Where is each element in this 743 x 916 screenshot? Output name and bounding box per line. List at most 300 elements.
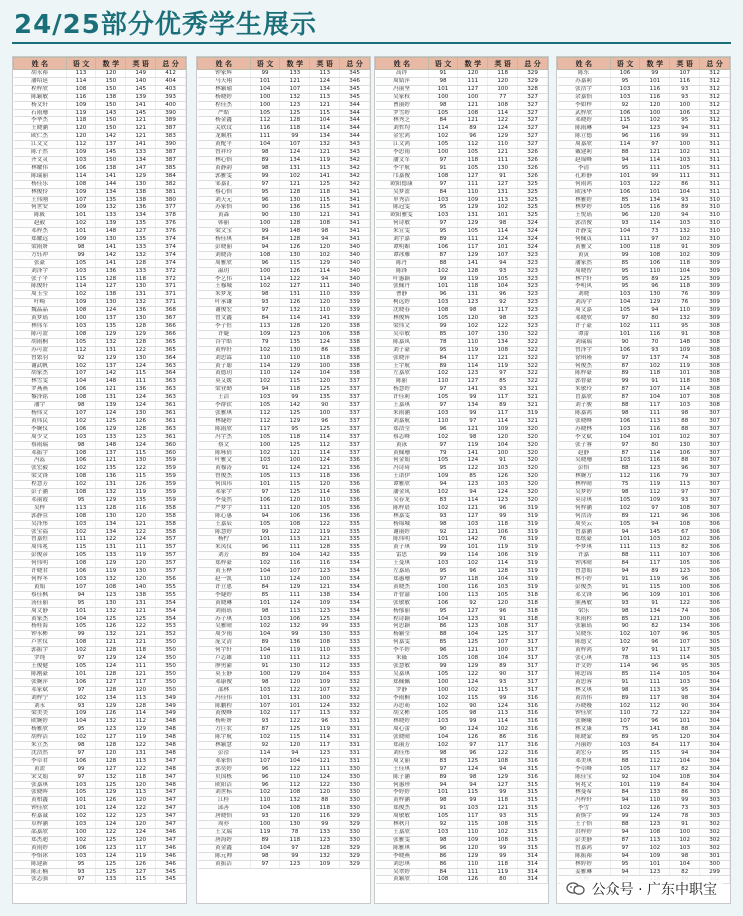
chinese-cell: 102 — [66, 734, 96, 742]
total-cell: 348 — [156, 734, 186, 742]
math-cell: 131 — [458, 212, 488, 220]
table-row — [14, 583, 186, 591]
col-header-name: 姓 名 — [376, 58, 429, 70]
math-cell: 99 — [280, 852, 310, 860]
total-cell: 309 — [700, 267, 730, 275]
name-cell: 邓梓杰 — [14, 228, 67, 236]
name-cell: 周奕云 — [558, 520, 611, 528]
chinese-cell: 107 — [66, 583, 96, 591]
math-cell: 131 — [96, 544, 126, 552]
table-row — [376, 101, 548, 109]
name-cell: 陈丹 — [376, 259, 429, 267]
name-cell: 何雨鸿 — [558, 180, 611, 188]
english-cell: 108 — [488, 101, 518, 109]
name-cell: 钟沐晴 — [558, 560, 611, 568]
english-cell: 120 — [310, 789, 340, 797]
english-cell: 108 — [670, 504, 700, 512]
chinese-cell: 112 — [250, 409, 280, 417]
total-cell: 319 — [518, 536, 548, 544]
math-cell: 134 — [96, 528, 126, 536]
total-cell: 319 — [518, 568, 548, 576]
total-cell: 326 — [518, 156, 548, 164]
total-cell: 330 — [340, 797, 370, 805]
table-row — [198, 85, 370, 93]
table-row — [558, 726, 730, 734]
name-cell: 叶雅文 — [198, 457, 251, 465]
english-cell: 117 — [488, 307, 518, 315]
chinese-cell: 108 — [428, 307, 458, 315]
total-cell: 321 — [518, 394, 548, 402]
table-row — [198, 433, 370, 441]
english-cell: 107 — [670, 639, 700, 647]
chinese-cell: 97 — [250, 489, 280, 497]
math-cell: 115 — [280, 259, 310, 267]
math-cell: 141 — [640, 726, 670, 734]
table-row — [198, 489, 370, 497]
chinese-cell: 105 — [610, 520, 640, 528]
english-cell: 118 — [670, 283, 700, 291]
chinese-cell: 99 — [250, 228, 280, 236]
english-cell: 121 — [126, 520, 156, 528]
total-cell: 357 — [156, 568, 186, 576]
table-row — [376, 631, 548, 639]
name-cell: 冯蕊 — [14, 457, 67, 465]
english-cell: 145 — [126, 109, 156, 117]
name-cell: 欧阳德康 — [376, 180, 429, 188]
math-cell: 138 — [96, 164, 126, 172]
name-cell: 钟佳欣 — [558, 710, 611, 718]
name-cell: 陈可盈 — [14, 330, 67, 338]
english-cell: 120 — [670, 734, 700, 742]
table-row — [198, 212, 370, 220]
total-cell: 332 — [340, 710, 370, 718]
total-cell: 301 — [700, 852, 730, 860]
math-cell: 137 — [96, 449, 126, 457]
name-cell: 陈颖敏 — [14, 93, 67, 101]
name-cell: 林秋月 — [376, 821, 429, 829]
english-cell: 117 — [670, 742, 700, 750]
total-cell: 358 — [156, 504, 186, 512]
name-cell: 周文嘉 — [558, 307, 611, 315]
chinese-cell: 111 — [610, 236, 640, 244]
english-cell: 122 — [310, 781, 340, 789]
total-cell: 316 — [518, 726, 548, 734]
table-row — [558, 718, 730, 726]
name-cell: 黄静韵 — [198, 164, 251, 172]
english-cell: 126 — [126, 860, 156, 868]
table-row — [376, 496, 548, 504]
math-cell: 141 — [458, 386, 488, 394]
math-cell: 129 — [280, 583, 310, 591]
english-cell: 142 — [310, 552, 340, 560]
table-row — [558, 394, 730, 402]
math-cell: 121 — [96, 457, 126, 465]
table-row — [198, 829, 370, 837]
chinese-cell: 114 — [250, 749, 280, 757]
name-cell: 陈德文 — [558, 639, 611, 647]
chinese-cell: 114 — [250, 275, 280, 283]
math-cell: 104 — [640, 773, 670, 781]
english-cell: 113 — [310, 70, 340, 78]
name-cell: 郑丽芳 — [376, 742, 429, 750]
english-cell: 124 — [310, 77, 340, 85]
math-cell: 129 — [280, 670, 310, 678]
table-row — [558, 655, 730, 663]
math-cell: 124 — [280, 370, 310, 378]
math-cell: 101 — [458, 544, 488, 552]
chinese-cell: 102 — [428, 702, 458, 710]
total-cell: 329 — [518, 70, 548, 78]
english-cell: 94 — [670, 125, 700, 133]
english-cell: 108 — [488, 836, 518, 844]
english-cell: 100 — [670, 583, 700, 591]
total-cell: 311 — [700, 133, 730, 141]
chinese-cell: 118 — [66, 117, 96, 125]
chinese-cell: 95 — [428, 607, 458, 615]
english-cell: 104 — [488, 441, 518, 449]
total-cell: 319 — [518, 560, 548, 568]
table-row — [14, 876, 186, 884]
table-row — [558, 599, 730, 607]
table-row — [14, 125, 186, 133]
math-cell: 104 — [280, 552, 310, 560]
math-cell: 133 — [96, 552, 126, 560]
chinese-cell: 99 — [66, 251, 96, 259]
table-row — [558, 180, 730, 188]
total-cell: 304 — [700, 734, 730, 742]
english-cell: 108 — [310, 639, 340, 647]
table-row — [558, 188, 730, 196]
table-row — [198, 552, 370, 560]
name-cell: 黄家杰 — [14, 615, 67, 623]
chinese-cell: 75 — [610, 726, 640, 734]
total-cell: 338 — [340, 330, 370, 338]
math-cell: 116 — [280, 560, 310, 568]
english-cell: 93 — [670, 196, 700, 204]
english-cell: 110 — [488, 141, 518, 149]
chinese-cell: 103 — [66, 323, 96, 331]
english-cell: 107 — [670, 70, 700, 78]
total-cell: 337 — [340, 433, 370, 441]
name-cell: 刘嘉航 — [376, 417, 429, 425]
chinese-cell: 97 — [610, 844, 640, 852]
chinese-cell: 101 — [66, 670, 96, 678]
table-row — [376, 726, 548, 734]
table-row — [198, 504, 370, 512]
math-cell: 80 — [640, 315, 670, 323]
chinese-cell: 97 — [610, 315, 640, 323]
table-row — [558, 504, 730, 512]
total-cell: 315 — [518, 781, 548, 789]
math-cell: 117 — [640, 560, 670, 568]
table-row — [14, 362, 186, 370]
table-row — [198, 77, 370, 85]
chinese-cell: 104 — [250, 631, 280, 639]
chinese-cell: 113 — [66, 504, 96, 512]
math-cell: 111 — [640, 552, 670, 560]
table-row — [558, 568, 730, 576]
math-cell: 111 — [640, 164, 670, 172]
english-cell: 99 — [310, 623, 340, 631]
total-cell: 306 — [700, 520, 730, 528]
english-cell: 116 — [310, 560, 340, 568]
total-cell: 319 — [518, 544, 548, 552]
math-cell: 120 — [280, 678, 310, 686]
name-cell: 欧阳雅雯 — [376, 212, 429, 220]
english-cell: 84 — [670, 781, 700, 789]
total-cell: 357 — [156, 560, 186, 568]
math-cell: 128 — [96, 686, 126, 694]
table-row — [558, 259, 730, 267]
table-row — [558, 552, 730, 560]
chinese-cell: 104 — [610, 433, 640, 441]
english-cell: 121 — [126, 631, 156, 639]
table-row — [376, 180, 548, 188]
math-cell: 99 — [640, 70, 670, 78]
name-cell: 张婉曦 — [558, 718, 611, 726]
english-cell: 116 — [126, 504, 156, 512]
name-cell: 何国玮 — [198, 481, 251, 489]
title-divider — [12, 42, 731, 44]
english-cell: 86 — [310, 346, 340, 354]
table-row — [558, 528, 730, 536]
english-cell: 133 — [126, 267, 156, 275]
math-cell: 129 — [640, 299, 670, 307]
math-cell: 122 — [280, 275, 310, 283]
total-cell: 347 — [156, 757, 186, 765]
math-cell: 102 — [640, 117, 670, 125]
table-row — [14, 504, 186, 512]
table-row — [198, 702, 370, 710]
name-cell: 林嘉雯 — [376, 512, 429, 520]
chinese-cell: 84 — [610, 789, 640, 797]
name-cell: 马天翔 — [198, 77, 251, 85]
name-cell: 邓晓欣 — [558, 315, 611, 323]
math-cell: 129 — [96, 702, 126, 710]
watermark-text: 公众号 · 广东中职宝 — [591, 882, 717, 898]
math-cell: 132 — [96, 489, 126, 497]
english-cell: 124 — [126, 362, 156, 370]
chinese-cell: 83 — [428, 757, 458, 765]
name-cell: 胡文彬 — [376, 710, 429, 718]
english-cell: 114 — [488, 560, 518, 568]
table-row — [198, 386, 370, 394]
english-cell: 128 — [126, 702, 156, 710]
name-cell: 蔡心怡 — [198, 188, 251, 196]
table-row — [198, 576, 370, 584]
chinese-cell: 102 — [610, 702, 640, 710]
total-cell: 308 — [700, 338, 730, 346]
table-row — [14, 402, 186, 410]
name-cell: 杨伟文 — [14, 409, 67, 417]
english-cell: 102 — [488, 829, 518, 837]
chinese-cell: 105 — [250, 402, 280, 410]
name-cell: 苏晓嫚 — [558, 702, 611, 710]
table-row — [558, 149, 730, 157]
name-cell: 张志强 — [14, 876, 67, 884]
total-cell: 308 — [700, 394, 730, 402]
table-row — [376, 149, 548, 157]
math-cell: 113 — [640, 544, 670, 552]
chinese-cell: 102 — [66, 813, 96, 821]
total-cell: 335 — [340, 552, 370, 560]
chinese-cell: 96 — [610, 133, 640, 141]
table-row — [558, 607, 730, 615]
total-cell: 347 — [156, 773, 186, 781]
chinese-cell: 95 — [428, 465, 458, 473]
table-row — [14, 164, 186, 172]
name-cell: 谭雅欣 — [376, 481, 429, 489]
math-cell: 128 — [96, 504, 126, 512]
english-cell: 140 — [126, 77, 156, 85]
math-cell: 118 — [458, 283, 488, 291]
chinese-cell: 101 — [610, 172, 640, 180]
math-cell: 114 — [458, 496, 488, 504]
total-cell: 312 — [700, 93, 730, 101]
english-cell: 96 — [488, 607, 518, 615]
chinese-cell: 108 — [66, 473, 96, 481]
chinese-cell: 104 — [428, 615, 458, 623]
table-row — [14, 109, 186, 117]
table-row — [376, 836, 548, 844]
math-cell: 121 — [96, 639, 126, 647]
chinese-cell: 111 — [610, 544, 640, 552]
table-row — [198, 180, 370, 188]
english-cell: 112 — [310, 655, 340, 663]
score-sheet-3 — [374, 56, 549, 904]
english-cell: 121 — [310, 757, 340, 765]
total-cell: 299 — [700, 868, 730, 876]
english-cell: 114 — [310, 267, 340, 275]
table-row — [14, 441, 186, 449]
name-cell: 冯丽坚 — [376, 85, 429, 93]
table-row — [376, 251, 548, 259]
english-cell: 117 — [488, 394, 518, 402]
total-cell: 334 — [340, 560, 370, 568]
english-cell: 76 — [488, 536, 518, 544]
english-cell: 76 — [670, 291, 700, 299]
chinese-cell: 100 — [428, 583, 458, 591]
table-row — [14, 568, 186, 576]
total-cell: 390 — [156, 109, 186, 117]
table-row — [14, 544, 186, 552]
total-cell: 320 — [518, 465, 548, 473]
chinese-cell: 98 — [250, 852, 280, 860]
total-cell: 336 — [340, 465, 370, 473]
chinese-cell: 94 — [610, 852, 640, 860]
math-cell: 127 — [458, 512, 488, 520]
chinese-cell: 102 — [428, 370, 458, 378]
total-cell: 336 — [340, 489, 370, 497]
chinese-cell: 92 — [250, 742, 280, 750]
chinese-cell: 90 — [610, 338, 640, 346]
english-cell: 121 — [310, 465, 340, 473]
total-cell: 350 — [156, 662, 186, 670]
math-cell: 118 — [458, 576, 488, 584]
total-cell: 309 — [700, 283, 730, 291]
name-cell: 黄佩珊 — [376, 449, 429, 457]
math-cell: 114 — [640, 220, 670, 228]
name-cell: 苏晓林 — [558, 425, 611, 433]
table-row — [198, 805, 370, 813]
name-cell: 欧仁杰 — [14, 133, 67, 141]
math-cell: 122 — [280, 686, 310, 694]
table-row — [198, 117, 370, 125]
name-cell: 吴嘉琪 — [376, 670, 429, 678]
name-cell: 姜雅琳 — [558, 868, 611, 876]
chinese-cell: 103 — [428, 560, 458, 568]
math-cell: 124 — [96, 409, 126, 417]
math-cell: 124 — [458, 457, 488, 465]
chinese-cell: 102 — [66, 220, 96, 228]
name-cell: 曾泽宇 — [558, 346, 611, 354]
english-cell: 123 — [670, 568, 700, 576]
table-row — [558, 662, 730, 670]
english-cell: 122 — [488, 749, 518, 757]
table-row — [14, 117, 186, 125]
name-cell: 郑佩佩 — [376, 678, 429, 686]
math-cell: 117 — [458, 354, 488, 362]
total-cell: 329 — [340, 852, 370, 860]
table-row — [558, 299, 730, 307]
table-row — [14, 212, 186, 220]
table-row — [198, 773, 370, 781]
total-cell: 335 — [340, 536, 370, 544]
table-row — [14, 757, 186, 765]
name-cell: 江文鸿 — [376, 141, 429, 149]
math-cell: 124 — [280, 149, 310, 157]
table-row — [14, 259, 186, 267]
total-cell: 316 — [518, 718, 548, 726]
english-cell: 98 — [488, 220, 518, 228]
table-row — [558, 686, 730, 694]
chinese-cell: 100 — [250, 441, 280, 449]
english-cell: 123 — [310, 749, 340, 757]
table-row — [376, 560, 548, 568]
math-cell: 148 — [96, 441, 126, 449]
total-cell: 374 — [156, 251, 186, 259]
english-cell: 96 — [670, 465, 700, 473]
name-cell: 汤佳丽 — [14, 599, 67, 607]
math-cell: 129 — [458, 220, 488, 228]
math-cell: 105 — [458, 228, 488, 236]
chinese-cell: 114 — [66, 283, 96, 291]
table-row — [376, 757, 548, 765]
score-sheet-4 — [556, 56, 731, 904]
name-cell: 卢世仪 — [14, 639, 67, 647]
table-row — [14, 615, 186, 623]
total-cell: 305 — [700, 639, 730, 647]
english-cell: 130 — [126, 315, 156, 323]
chinese-cell: 104 — [250, 568, 280, 576]
table-row — [198, 647, 370, 655]
english-cell: 118 — [310, 473, 340, 481]
chinese-cell: 100 — [250, 267, 280, 275]
math-cell: 114 — [280, 315, 310, 323]
math-cell: 103 — [458, 805, 488, 813]
english-cell: 99 — [488, 694, 518, 702]
table-row — [198, 694, 370, 702]
english-cell: 103 — [488, 583, 518, 591]
name-cell: 蔡佳枫 — [14, 591, 67, 599]
name-cell: 林宇轩 — [558, 275, 611, 283]
name-cell: 方巨农 — [198, 726, 251, 734]
chinese-cell: 95 — [610, 164, 640, 172]
chinese-cell: 106 — [66, 425, 96, 433]
chinese-cell: 102 — [610, 504, 640, 512]
english-cell: 108 — [670, 520, 700, 528]
math-cell: 109 — [640, 852, 670, 860]
